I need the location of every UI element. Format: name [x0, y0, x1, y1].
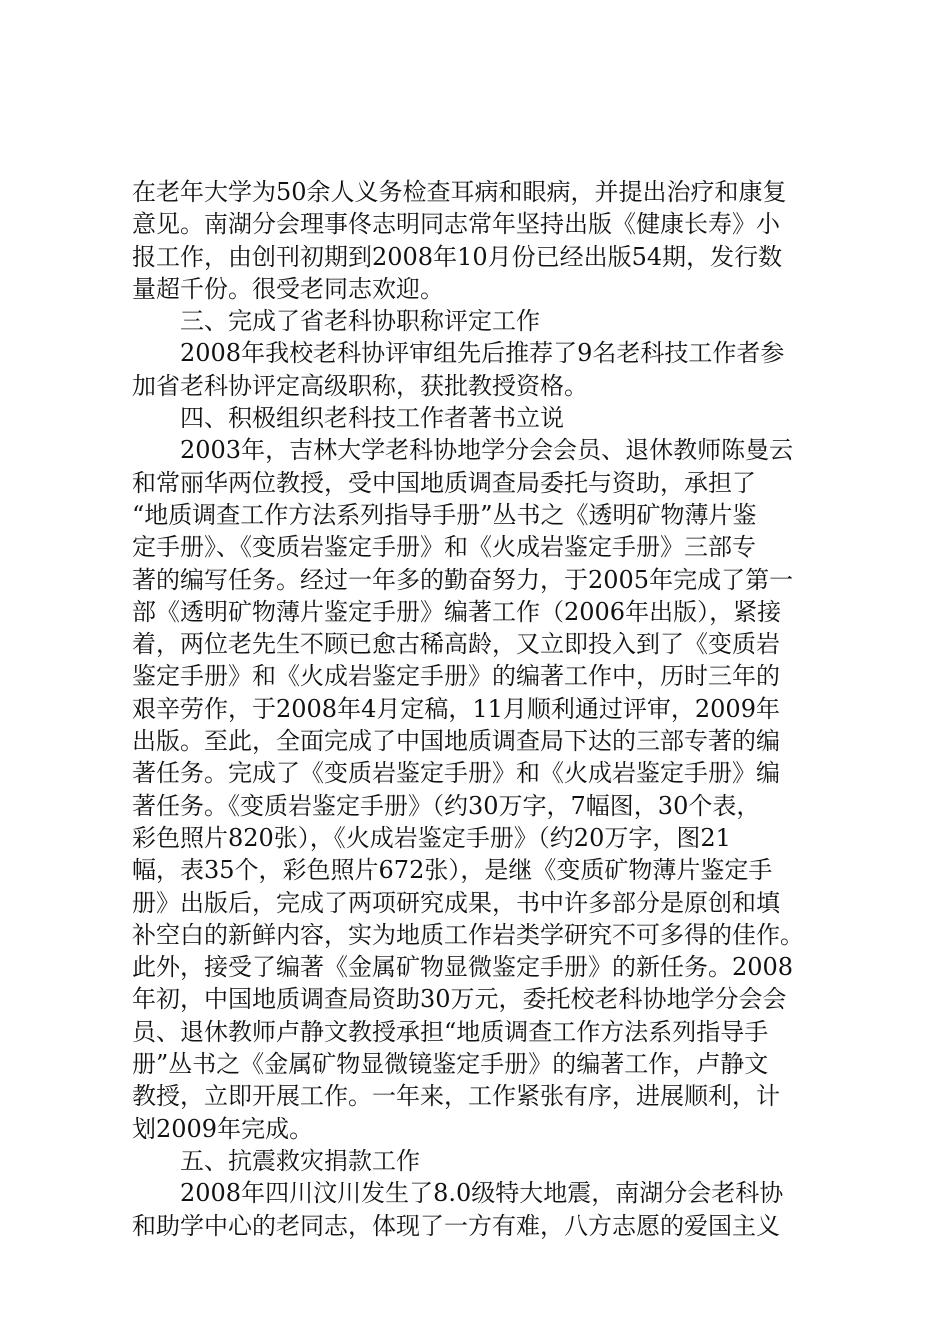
- text-line: 定手册》、《变质岩鉴定手册》和《火成岩鉴定手册》三部专: [132, 533, 756, 562]
- text-line: 此外，接受了编著《金属矿物显微鉴定手册》的新任务。2008: [132, 953, 794, 982]
- text-line: 著任务。完成了《变质岩鉴定手册》和《火成岩鉴定手册》编: [132, 759, 780, 788]
- text-line: 年初，中国地质调查局资助30万元，委托校老科协地学分会会: [132, 985, 787, 1014]
- text-line: 报工作，由创刊初期到2008年10月份已经出版54期，发行数: [132, 242, 783, 271]
- text-line: 幅，表35个，彩色照片672张），是继《变质矿物薄片鉴定手: [132, 856, 773, 885]
- text-line: 三、完成了省老科协职称评定工作: [180, 307, 540, 336]
- document-body: [132, 176, 832, 1242]
- text-line: 著任务。《变质岩鉴定手册》（约30万字，7幅图，30个表，: [132, 791, 761, 820]
- text-line: 四、积极组织老科技工作者著书立说: [180, 404, 564, 433]
- text-line: 员、退休教师卢静文教授承担“地质调查工作方法系列指导手: [132, 1017, 769, 1046]
- text-line: 2003年，吉林大学老科协地学分会会员、退休教师陈曼云: [180, 436, 794, 465]
- text-line: 在老年大学为50余人义务检查耳病和眼病，并提出治疗和康复: [132, 178, 787, 206]
- text-line: 和助学中心的老同志，体现了一方有难，八方志愿的爱国主义: [132, 1211, 780, 1240]
- text-line: 出版。至此，全面完成了中国地质调查局下达的三部专著的编: [132, 727, 780, 756]
- text-line: 五、抗震救灾捐款工作: [180, 1146, 420, 1175]
- text-line: 艰辛劳作，于2008年4月定稿，11月顺利通过评审，2009年: [132, 694, 780, 723]
- text-line: 划2009年完成。: [132, 1114, 314, 1143]
- text-line: 和常丽华两位教授，受中国地质调查局委托与资助，承担了: [132, 468, 756, 497]
- text-line: 补空白的新鲜内容，实为地质工作岩类学研究不可多得的佳作。: [132, 920, 804, 949]
- text-line: 2008年四川汶川发生了8.0级特大地震，南湖分会老科协: [180, 1179, 784, 1208]
- text-line: 部《透明矿物薄片鉴定手册》编著工作（2006年出版），紧接: [132, 597, 782, 626]
- text-line: 2008年我校老科协评审组先后推荐了9名老科技工作者参: [180, 339, 785, 368]
- text-line: “地质调查工作方法系列指导手册”丛书之《透明矿物薄片鉴: [132, 500, 757, 529]
- text-line: 加省老科协评定高级职称，获批教授资格。: [132, 371, 588, 400]
- text-line: 着，两位老先生不顾已愈古稀高龄，又立即投入到了《变质岩: [132, 630, 780, 659]
- text-line: 鉴定手册》和《火成岩鉴定手册》的编著工作中，历时三年的: [132, 662, 780, 691]
- text-line: 教授，立即开展工作。一年来，工作紧张有序，进展顺利，计: [132, 1082, 780, 1111]
- text-line: 量超千份。很受老同志欢迎。: [132, 274, 444, 303]
- text-line: 彩色照片820张），《火成岩鉴定手册》（约20万字，图21: [132, 823, 731, 852]
- text-line: 册”丛书之《金属矿物显微镜鉴定手册》的编著工作，卢静文: [132, 1050, 769, 1079]
- text-line: 意见。南湖分会理事佟志明同志常年坚持出版《健康长寿》小: [132, 210, 780, 239]
- text-line: 著的编写任务。经过一年多的勤奋努力，于2005年完成了第一: [132, 565, 794, 594]
- text-line: 册》出版后，完成了两项研究成果，书中许多部分是原创和填: [132, 888, 780, 917]
